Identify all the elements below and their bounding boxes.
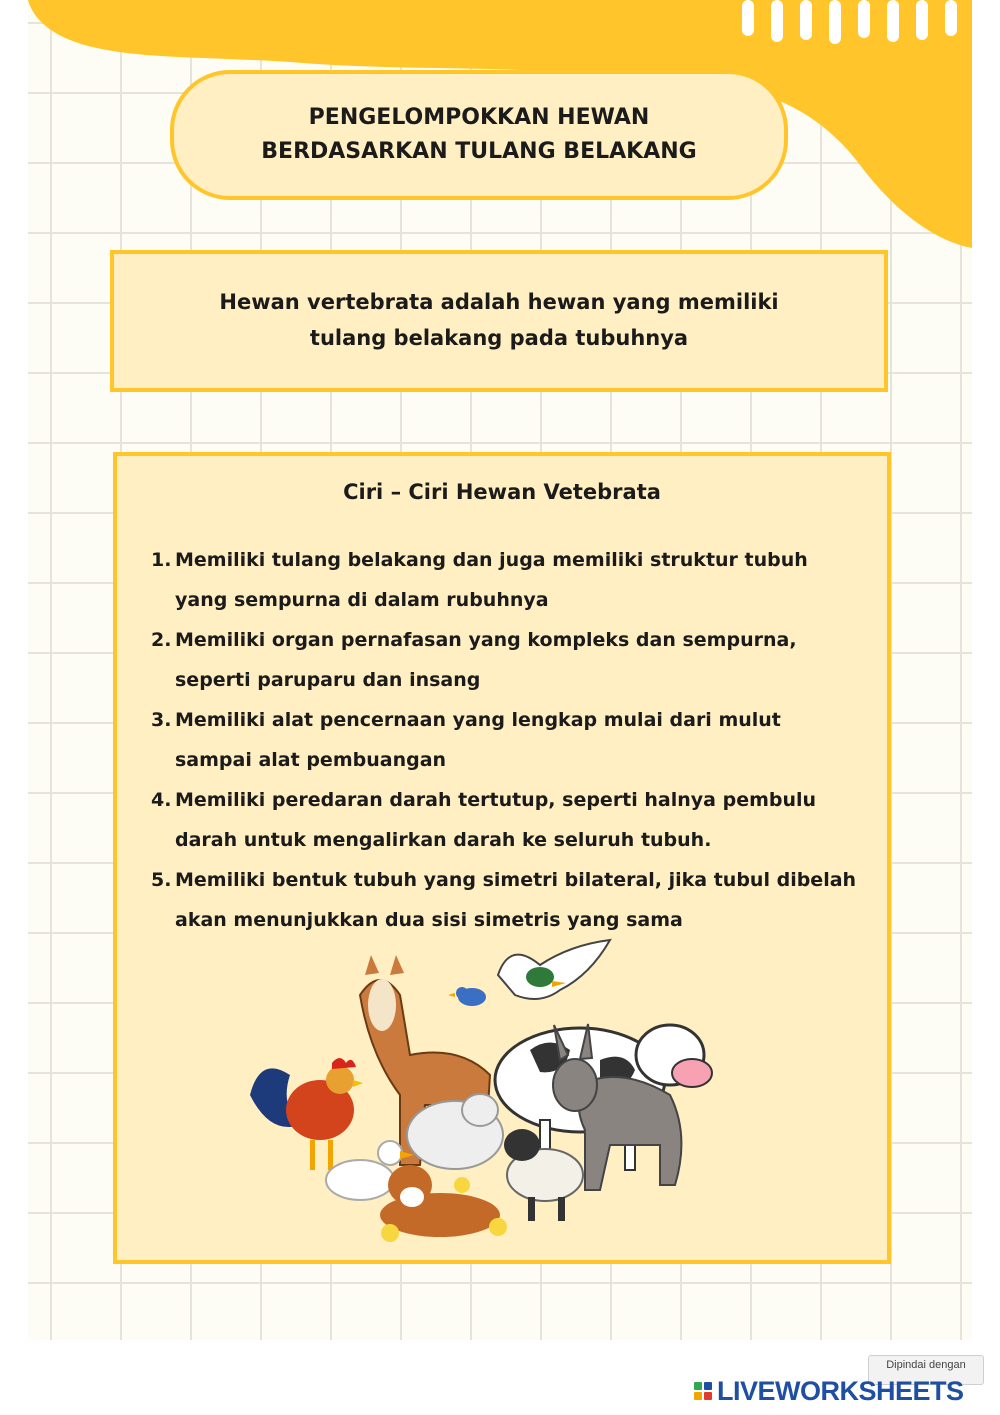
title-banner	[170, 70, 788, 200]
list-item-number: 4.	[151, 789, 172, 811]
list-item-text: Memiliki alat pencernaan yang lengkap mulai dari mulut sampai alat pembuangan	[175, 709, 781, 771]
flying-duck-icon	[498, 940, 610, 999]
list-item-number: 1.	[151, 549, 172, 571]
list-item-number: 5.	[151, 869, 172, 891]
list-item	[151, 620, 863, 700]
list-item-number: 2.	[151, 629, 172, 651]
characteristics-list	[151, 540, 863, 940]
page-title: PENGELOMPOKKAN HEWAN BERDASARKAN TULANG BELAKANG	[261, 104, 697, 164]
definition-text: Hewan vertebrata adalah hewan yang memiliki tulang belakang pada tubuhnya	[219, 290, 779, 350]
list-item-text: Memiliki bentuk tubuh yang simetri bilateral, jika tubul dibelah akan menunjukkan dua sisi simetris yang sama	[175, 869, 857, 931]
list-item	[151, 700, 863, 780]
farm-animals-illustration	[240, 935, 720, 1255]
list-item-text: Memiliki peredaran darah tertutup, seperti halnya pembulu darah untuk mengalirkan darah ke seluruh tubuh.	[175, 789, 817, 851]
list-item-text: Memiliki organ pernafasan yang kompleks dan sempurna, seperti paruparu dan insang	[175, 629, 797, 691]
list-item	[151, 860, 863, 940]
chick-icon	[454, 1177, 470, 1193]
rooster-icon	[250, 1058, 363, 1170]
characteristics-title: Ciri – Ciri Hewan Vetebrata	[343, 480, 661, 504]
list-item-number: 3.	[151, 709, 172, 731]
blue-bird-icon	[448, 987, 486, 1006]
dog-icon	[380, 1165, 500, 1237]
list-item	[151, 780, 863, 860]
liveworksheets-icon	[694, 1382, 712, 1400]
chick-icon	[381, 1224, 399, 1242]
liveworksheets-logo[interactable]	[694, 1376, 964, 1406]
logo-text: LIVEWORKSHEETS	[717, 1375, 964, 1406]
list-item-text: Memiliki tulang belakang dan juga memiliki struktur tubuh yang sempurna di dalam rubuhnya	[175, 549, 808, 611]
chick-icon	[489, 1218, 507, 1236]
definition-box	[110, 250, 888, 392]
list-item	[151, 540, 863, 620]
scanner-label: Dipindai dengan	[886, 1359, 966, 1371]
